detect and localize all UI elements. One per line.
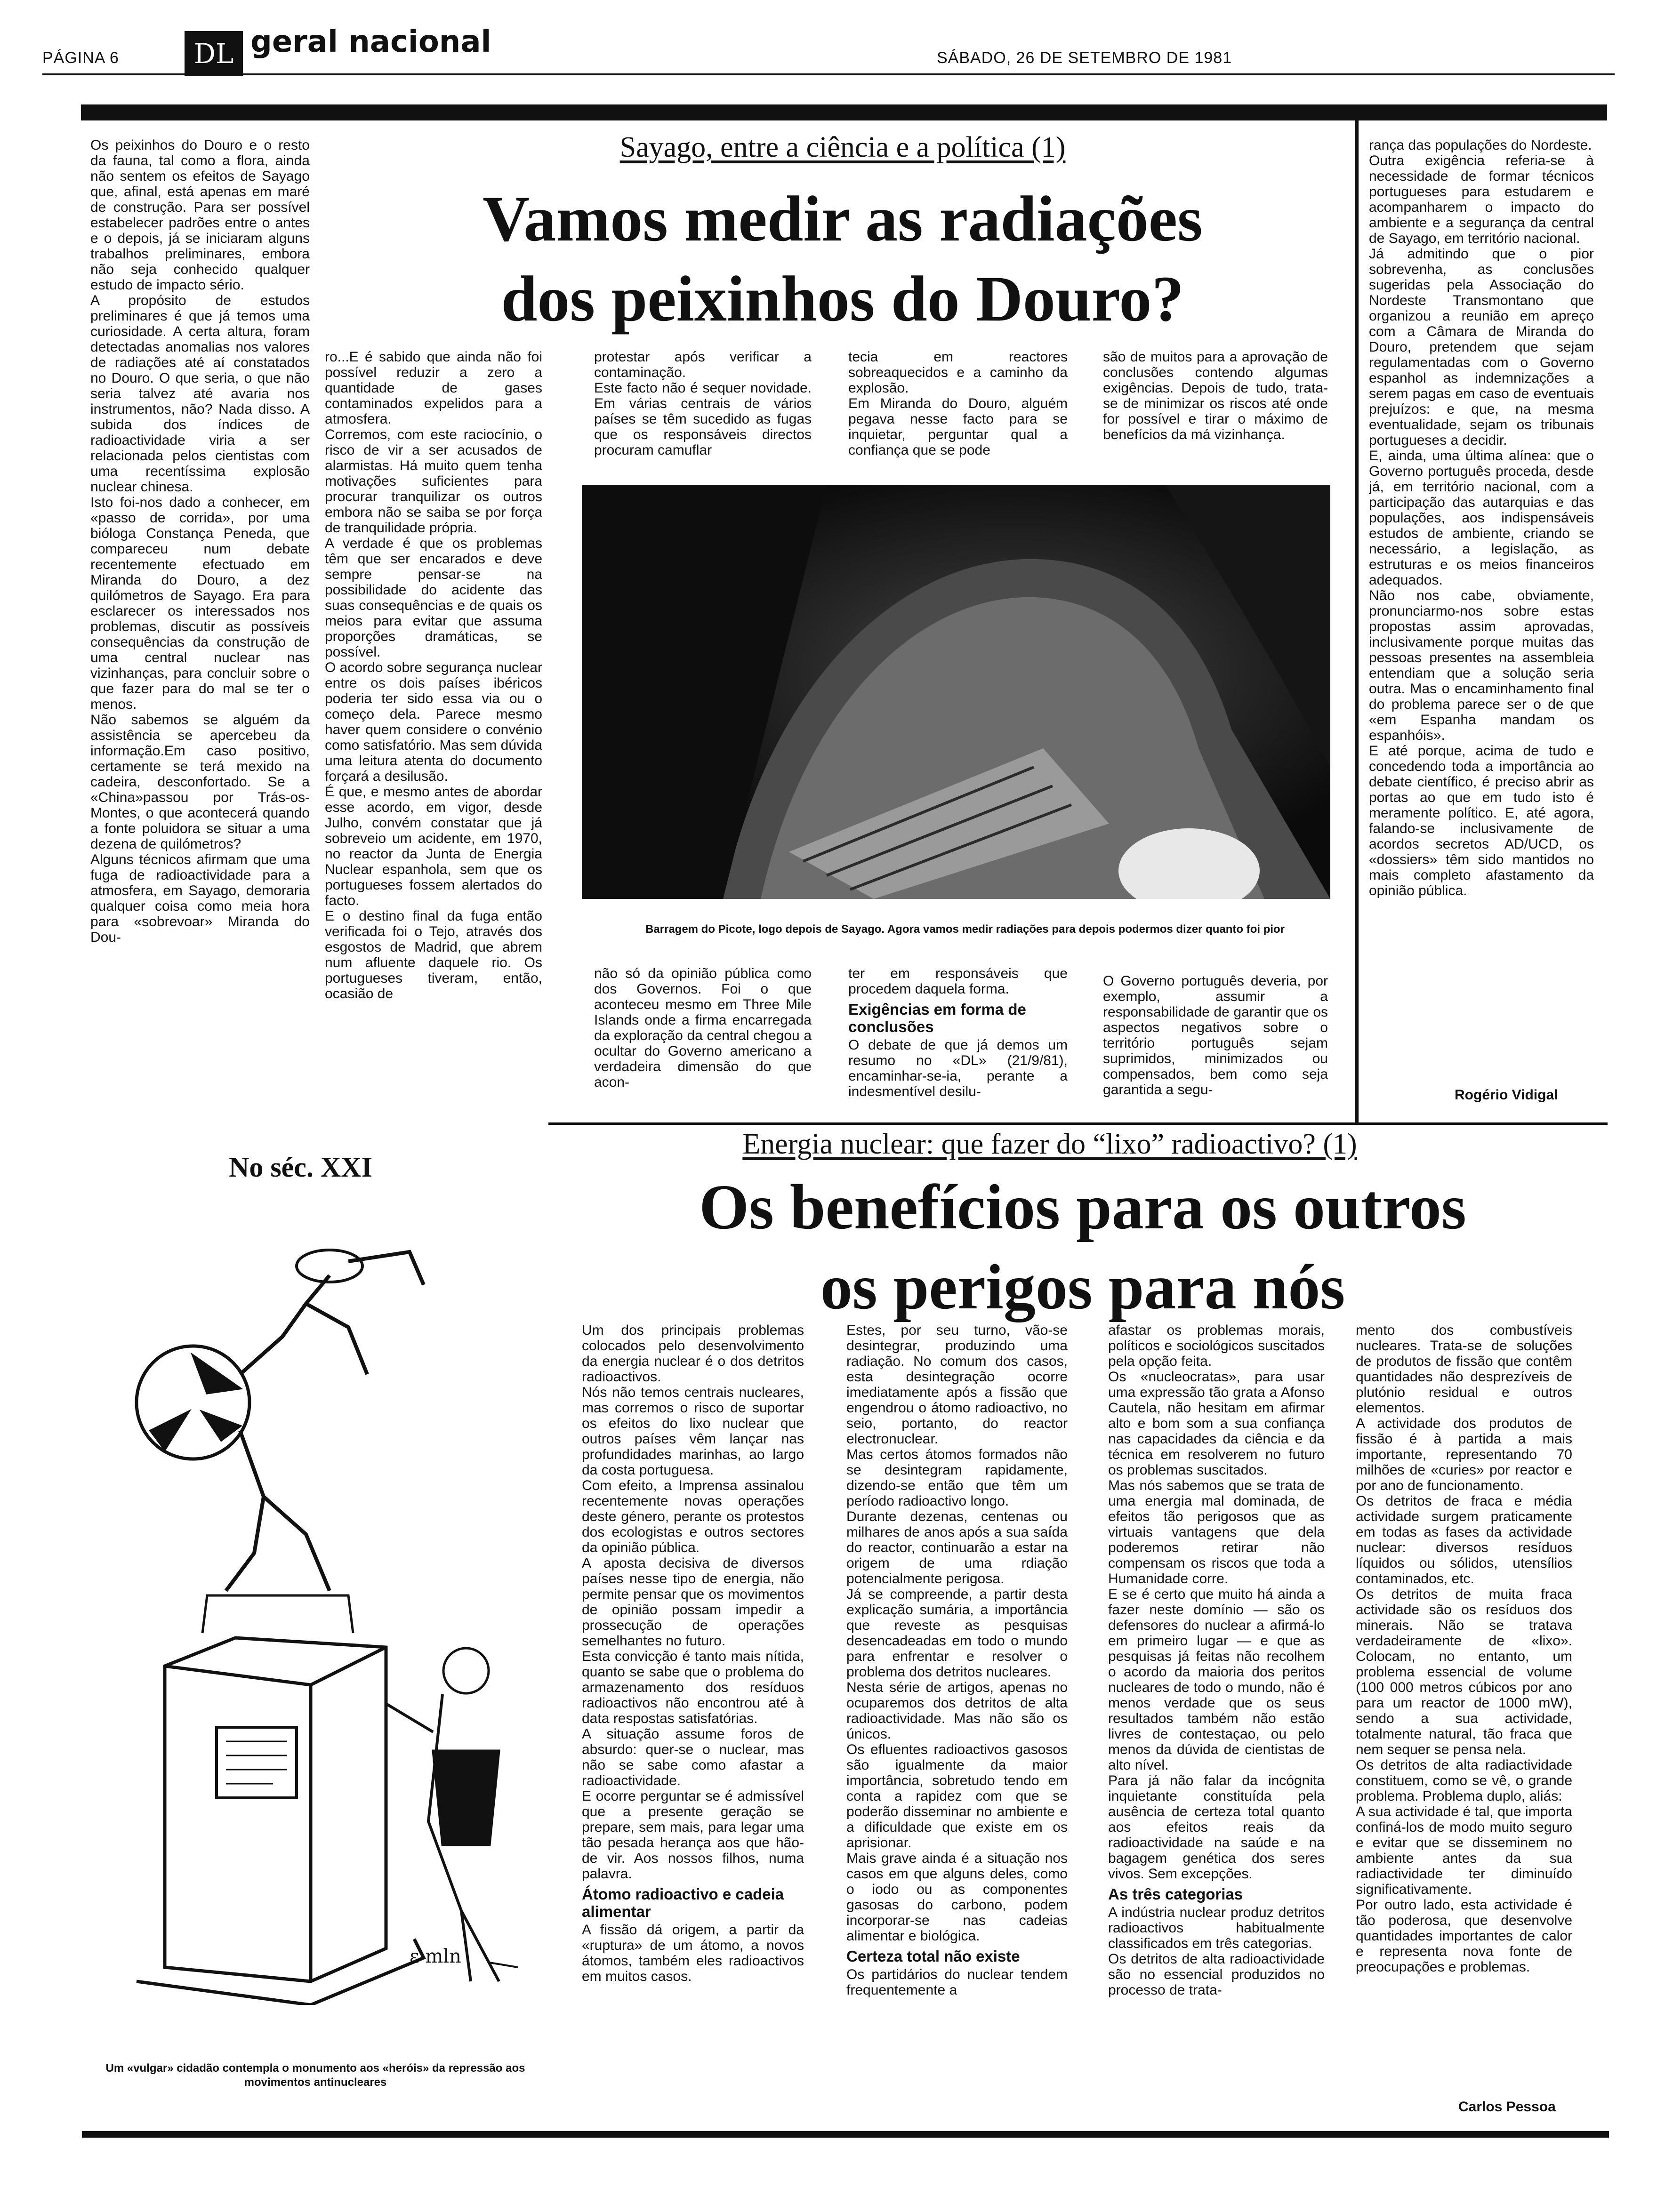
article1-column-4-bottom-text: ter em responsáveis que procedem daquela forma. [848, 966, 1068, 997]
article1-column-2: ro...E é sabido que ainda não foi possível reduzir a zero a quantidade de gases contaminados expelidos para a atmosfera. Corremos, com este raciocínio, o risco de vir a ser acusados de alarmistas. Há muito quem tenha motivações suficientes para procurar tranquilizar os outros embora não se saiba se por força de tranquilidade própria. A verdade é que os problemas têm que ser encarados e deve sempre pensar-se na possibilidade do acidente das suas consequências e de quais os meios para evitar que assuma proporções dramáticas, se possível. O acordo sobre segurança nuclear entre os dois países ibéricos poderia ter sido essa via ou o começo dela. Parece mesmo haver quem considere o convénio como satisfatório. Mas sem dúvida uma leitura atenta do documento forçará a desilusão. É que, e mesmo antes de abordar esse acordo, em vigor, desde Julho, convém constatar que já sobreveio um acidente, em 1970, no reactor da Junta de Energia Nuclear espanhola, sem que os portugueses fossem alertados do facto. E o destino final da fuga então verificada foi o Tejo, através dos esgostos de Madrid, que abrem num afluente daquele rio. Os portugueses tiveram, então, ocasião de [325, 349, 542, 1002]
dam-photo-graphic [582, 485, 1330, 899]
newspaper-logo: DL [185, 31, 243, 76]
article1-kicker: Sayago, entre a ciência e a política (1) [619, 131, 1066, 163]
article1-column-5-bottom: O Governo português deveria, por exemplo, assumir a responsabilidade de garantir que os aspectos negativos sobre o território português sejam suprimidos, minimizados ou compensados, bem como seja garantida a segu- [1103, 973, 1328, 1098]
article2-subheading-1: Átomo radioactivo e cadeia alimentar [582, 1885, 784, 1920]
article-divider [548, 1122, 1608, 1125]
article1-headline: Vamos medir as radiações dos peixinhos do Douro? [483, 183, 1203, 335]
article2-column-1 [582, 1322, 804, 2123]
article1-column-5-top: são de muitos para a aprovação de conclusões contendo algumas exigências. Depois de tudo, trata-se de minimizar os riscos até onde for possível e tirar o máximo de benefícios da má vizinhança. [1103, 349, 1328, 442]
dam-photo [582, 485, 1330, 899]
article1-column-6: rança das populações do Nordeste. Outra exigência referia-se à necessidade de formar técnicos portugueses para estudarem e acompanharem o impacto do ambiente e a segurança da central de Sayago, em território nacional. Já admitindo que o pior sobrevenha, as conclusões sugeridas pela Associação do Nordeste Transmontano que organizou a reunião em apreço com a Câmara de Miranda do Douro, pretendem que sejam regulamentadas com o Governo espanhol as indemnizações a serem pagas em caso de eventuais prejuízos: e que, na mesma eventualidade, sejam os tribunais portugueses a decidir. E, ainda, uma última alínea: que o Governo português proceda, desde já, em território nacional, com a participação das autarquias e das populações, aos indispensáveis estudos de ambiente, criando se necessário, a legislação, as estruturas e os meios financeiros adequados. Não nos cabe, obviamente, pronunciarmo-nos sobre estas propostas assim aprovadas, inclusivamente porque muitas das pessoas presentes na assembleia entendiam que a solução seria outra. Mas o encaminhamento final do problema parece ser o de que «em Espanha mandam os espanhóis». E até porque, acima de tudo e concedendo toda a importância ao debate científico, é preciso abrir as portas ao que em tudo isto é meramente político. E, até agora, falando-se inclusivamente de acordos secretos AD/UCD, os «dossiers» têm sido mantidos no mais completo afastamento da opinião pública. [1369, 137, 1594, 898]
article2-column-2 [846, 1322, 1068, 2123]
article2-column-4: mento dos combustíveis nucleares. Trata-se de soluções de produtos de fissão que contêm quantidades não desprezíveis de plutónio residual e outros elementos. A actividade dos produtos de fissão é à partida a mais importante, representando 70 milhões de «curies» por reactor e por ano de funcionamento. Os detritos de fraca e média actividade surgem praticamente em todas as fases da actividade nuclear: diversos resíduos líquidos ou sólidos, utensílios contaminados, etc. Os detritos de muita fraca actividade são os resíduos dos minerais. Não se tratava verdadeiramente de «lixo». Colocam, no entanto, um problema essencial de volume (100 000 metros cúbicos por ano para um reactor de 1000 mW), sendo a sua actividade, totalmente natural, tão fraca que nem sequer se pensa nela. Os detritos de alta radiactividade constituem, como se vê, o grande problema. Problema duplo, aliás: A sua actividade é tal, que importa confiná-los de modo muito seguro e evitar que se disseminem no ambiente antes da sua radiactividade ter diminuído significativamente. Por outro lado, esta actividade é tão poderosa, que desenvolve quantidades importantes de calor e representa nova fonte de preocupações e problemas. [1356, 1322, 1572, 1975]
article1-column-1: Os peixinhos do Douro e o resto da fauna, tal como a flora, ainda não sentem os efeitos de Sayago que, afinal, está apenas em maré de construção. Para ser possível estabelecer padrões entre o antes e o depois, já se iniciaram alguns trabalhos preliminares, embora não seja conhecido qualquer estudo de impacto sério. A propósito de estudos preliminares é que já temos uma curiosidade. A certa altura, foram detectadas anomalias nos valores de radiações até aí constatados no Douro. O que seria, o que não seria talvez até avaria nos instrumentos, não? Nada disso. A subida dos índices de radioactividade viria a ser relacionada pelos cientistas com uma recentíssima explosão nuclear chinesa. Isto foi-nos dado a conhecer, em «passo de corrida», por uma bióloga Constança Peneda, que compareceu num debate recentemente efectuado em Miranda do Douro, a dez quilómetros de Sayago. Era para esclarecer os interessados nos problemas, discutir as possíveis consequências da construção de uma central nuclear nas vizinhanças, para concluir sobre o que fazer para do mal se ter o menos. Não sabemos se alguém da assistência se apercebeu da informação.Em caso positivo, certamente se terá mexido na cadeira, desconfortado. Se a «China»passou por Trás-os-Montes, o que acontecerá quando a fonte poluidora se situar a uma dezena de quilómetros? Alguns técnicos afirmam que uma fuga de radioactividade para a atmosfera, em Sayago, demoraria qualquer coisa como meia hora para «sobrevoar» Miranda do Dou- [90, 137, 310, 945]
sidebar-heading: No séc. XXI [229, 1152, 372, 1183]
cartoon-graphic [85, 1233, 537, 2005]
article2-column-3-text: afastar os problemas morais, políticos e sociológicos suscitados pela opção feita. Os «nucleocratas», para usar uma expressão tão grata a Afonso Cautela, não hesitam em afirmar alto e bom som a sua confiança nas capacidades da ciência e da técnica em resolverem no futuro os problemas suscitados. Mas nós sabemos que se trata de uma energia mal dominada, de efeitos tão perigosos que as virtuais vantagens que dela poderemos retirar não compensam os riscos que toda a Humanidade corre. E se é certo que muito há ainda a fazer neste domínio — são os defensores do nuclear a afirmá-lo em primeiro lugar — e que as pesquisas já feitas não recolhem o acordo da maioria dos peritos nucleares de todo o mundo, não é menos verdade que os seus resultados também não estão livres de contestaçao, ou pelo menos da dúvida de cientistas de alto nível. Para já não falar da incógnita inquietante constituída pela ausência de certeza total quanto aos efeitos reais da radioactividade na saúde e na bagagem genética dos seres vivos. Sem excepções. [1108, 1322, 1325, 1882]
article1-column-3-top: protestar após verificar a contaminação. Este facto não é sequer novidade. Em várias centrais de vários países se têm sucedido as fugas que os responsáveis directos procuram camuflar [594, 349, 812, 458]
article1-subheading: Exigências em forma de conclusões [848, 1001, 1026, 1035]
article2-column-2-end: Os partidários do nuclear tendem frequentemente a [846, 1967, 1068, 1998]
right-column-rule [1355, 120, 1359, 1123]
article1-column-4-bottom-text-2: O debate de que já demos um resumo no «DL» (21/9/81), encaminhar-se-ia, perante a indesmentível desilu- [848, 1037, 1068, 1099]
top-border-bar [81, 104, 1607, 120]
article2-column-3-end: A indústria nuclear produz detritos radioactivos habitualmente classificados em três categorias. Os detritos de alta radioactividade são no essencial produzidos no processo de trata- [1108, 1905, 1325, 1998]
article2-column-1-text: Um dos principais problemas colocados pelo desenvolvimento da energia nuclear é o dos detritos radioactivos. Nós não temos centrais nucleares, mas corremos o risco de suportar os efeitos do lixo nuclear que outros países vêm lançar nas profundidades marinhas, ao largo da costa portuguesa. Com efeito, a Imprensa assinalou recentemente novas operações deste género, perante os protestos dos ecologistas e outros sectores da opinião pública. A aposta decisiva de diversos países nesse tipo de energia, não permite pensar que os movimentos de opinião possam impedir a prossecução de operações semelhantes no futuro. Esta convicção é tanto mais nítida, quanto se sabe que o problema do armazenamento dos resíduos radioactivos não encontrou até à data respostas satisfatórias. A situação assume foros de absurdo: quer-se o nuclear, mas não se sabe como afastar a radioactividade. E ocorre perguntar se é admissível que a presente geração se prepare, sem mais, para legar uma tão pesada herança aos que hão-de vir. Aos nossos filhos, numa palavra. [582, 1322, 804, 1882]
article2-column-3 [1108, 1322, 1325, 2123]
article2-headline: Os benefícios para os outros os perigos para nós [699, 1172, 1466, 1322]
header-rule [42, 73, 1615, 75]
article1-column-4-bottom [848, 966, 1068, 1116]
article1-column-3-bottom: não só da opinião pública como dos Governos. Foi o que aconteceu mesmo em Three Mile Islands onde a firma encarregada da exploração da central chegou a ocultar do Governo americano a verdadeira dimensão do que acon- [594, 966, 812, 1090]
page-number: PÁGINA 6 [42, 49, 119, 67]
article2-subheading-3: As três categorias [1108, 1885, 1243, 1903]
cartoon-caption: Um «vulgar» cidadão contempla o monumento aos «heróis» da repressão aos movimentos antinucleares [105, 2062, 525, 2089]
article2-subheading-2: Certeza total não existe [846, 1948, 1020, 1965]
article2-byline: Carlos Pessoa [1458, 2099, 1556, 2115]
article2-kicker: Energia nuclear: que fazer do “lixo” radioactivo? (1) [742, 1128, 1357, 1160]
photo-caption: Barragem do Picote, logo depois de Sayago. Agora vamos medir radiações para depois podermos dizer quanto foi pior [645, 923, 1285, 936]
article1-byline: Rogério Vidigal [1455, 1087, 1558, 1103]
article1-column-4-top: tecia em reactores sobreaquecidos e a caminho da explosão. Em Miranda do Douro, alguém pegava nesse facto para se inquietar, perguntar qual a confiança que se pode [848, 349, 1068, 458]
bottom-border-bar [82, 2131, 1609, 2138]
cartoon-signature: ε mln [410, 1946, 461, 1967]
cartoon-illustration [85, 1233, 537, 2005]
article2-column-1-end: A fissão dá origem, a partir da «ruptura» de um átomo, a novos átomos, também eles radioactivos em muitos casos. [582, 1922, 804, 1984]
article2-column-2-text: Estes, por seu turno, vão-se desintegrar, produzindo uma radiação. No comum dos casos, esta desintegração ocorre imediatamente após a fissão que engendrou o átomo radioactivo, no seio, portanto, do reactor electronuclear. Mas certos átomos formados não se desintegram rapidamente, dizendo-se então que têm um período radioactivo longo. Durante dezenas, centenas ou milhares de anos após a sua saída do reactor, continuarão a estar na origem de uma rdiação potencialmente perigosa. Já se compreende, a partir desta explicação sumária, a importância que reveste as pesquisas desencadeadas em todo o mundo para enfrentar e resolver o problema dos detritos nucleares. Nesta série de artigos, apenas no ocuparemos dos detritos de alta radioactividade. Mas não são os únicos. Os efluentes radioactivos gasosos são igualmente da maior importância, sobretudo tendo em conta a rapidez com que se poderão disseminar no ambiente e a dificuldade que existe em os aprisionar. Mais grave ainda é a situação nos casos em que alguns deles, como o iodo ou as componentes gasosas do carbono, podem incorporar-se nas cadeias alimentar e biológica. [846, 1322, 1068, 1944]
section-title: geral nacional [250, 24, 491, 59]
issue-date: SÁBADO, 26 DE SETEMBRO DE 1981 [937, 49, 1232, 67]
